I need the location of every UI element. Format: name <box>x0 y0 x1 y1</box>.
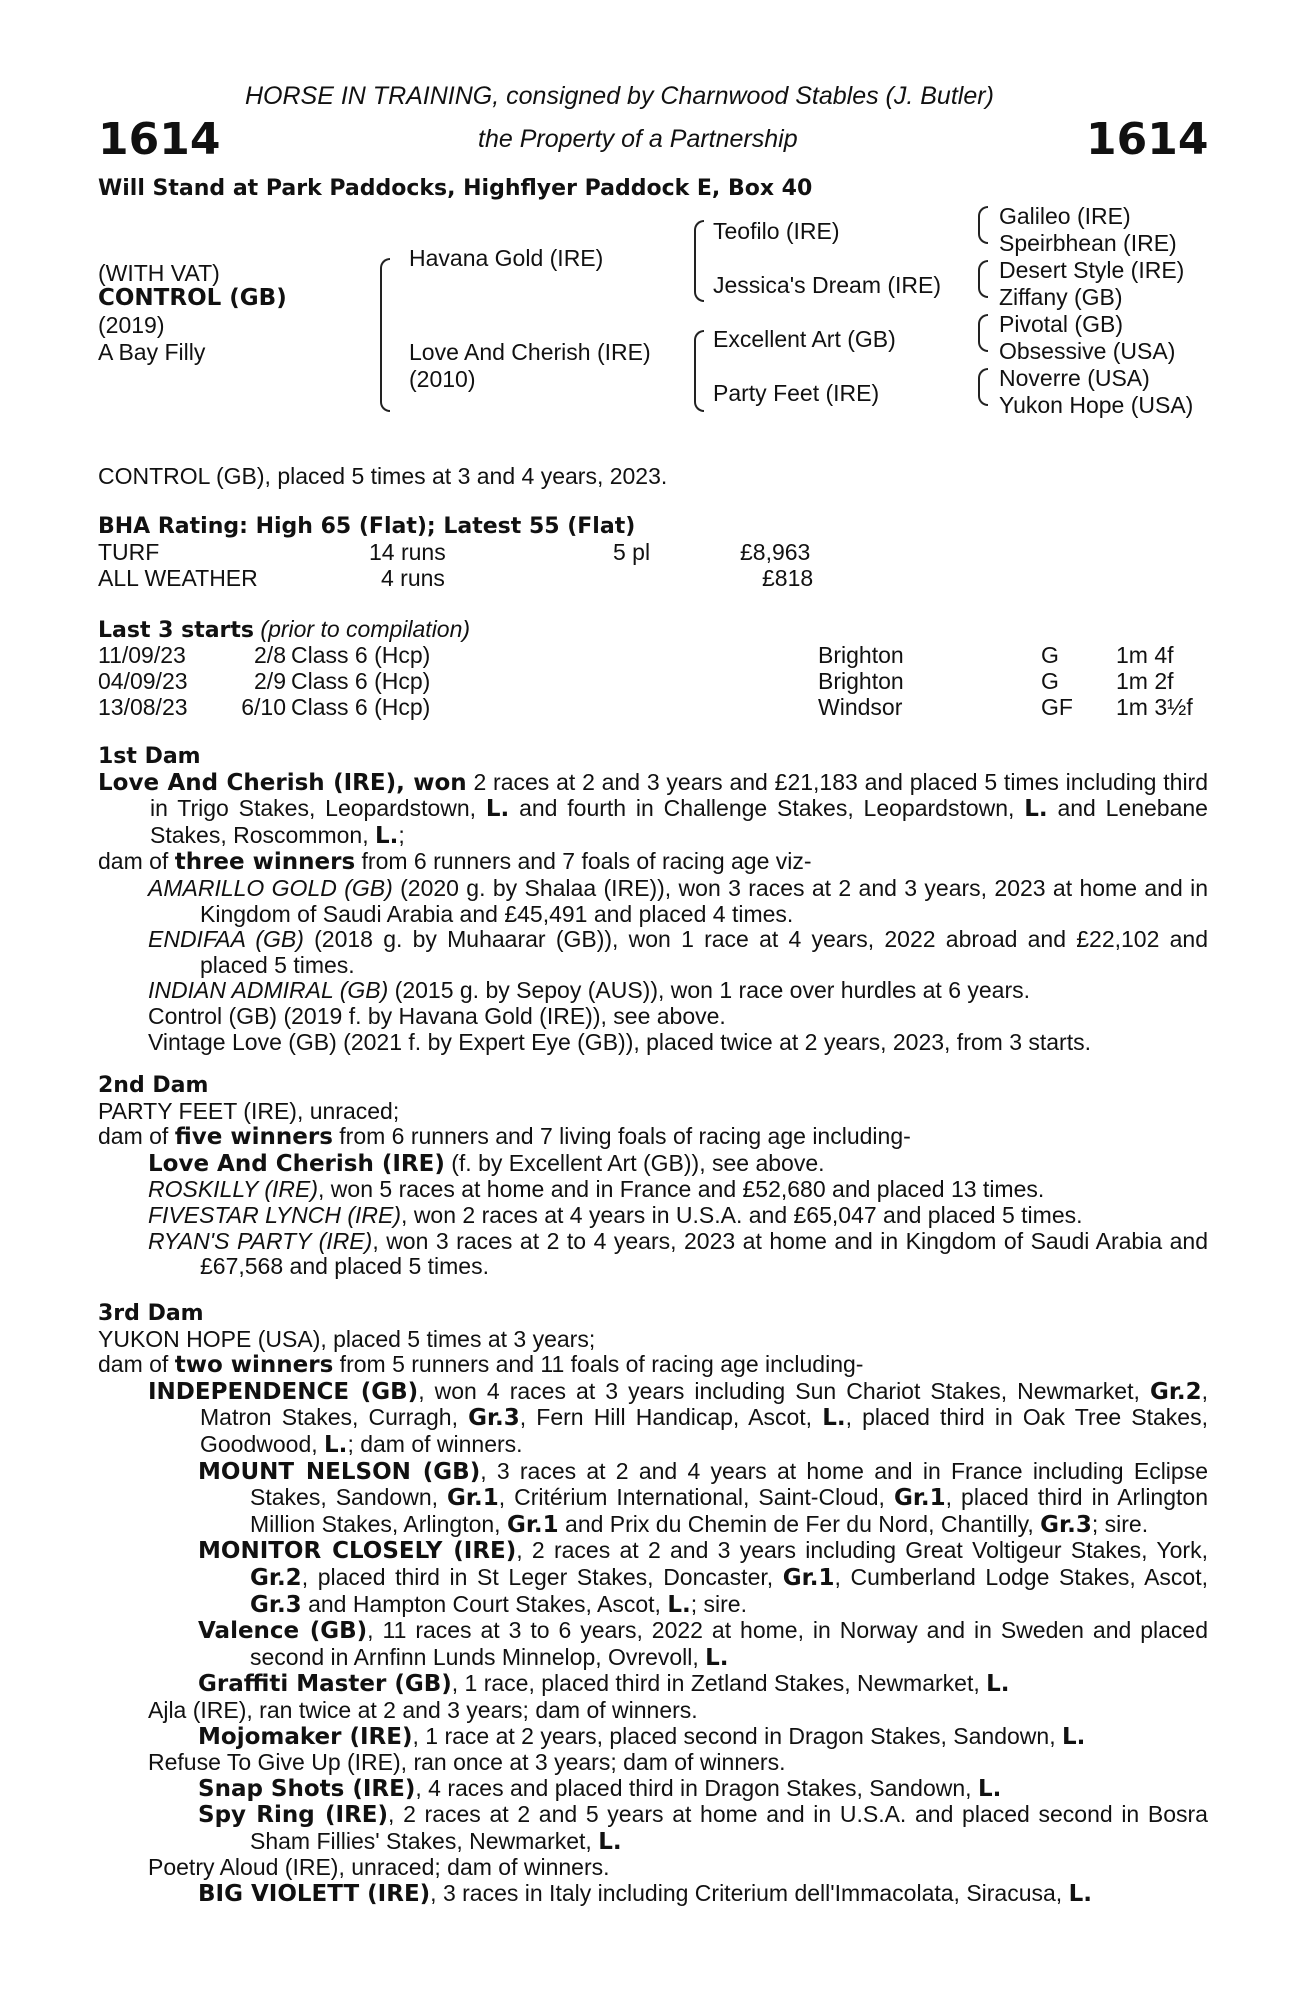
first-dam-produce-line <box>98 849 1208 876</box>
start-row <box>98 643 1208 669</box>
text: ; <box>398 821 405 848</box>
progeny-name: RYAN'S PARTY (IRE) <box>148 1227 373 1254</box>
start-date: 04/09/23 <box>98 668 188 694</box>
grand-progeny-entry <box>98 1671 1208 1698</box>
text: and Lenebane Stakes, Roscommon, <box>150 795 1208 848</box>
group-mark: Gr.3 <box>250 1591 302 1618</box>
lot-number-left: 1614 <box>98 114 221 165</box>
prize: £8,963 <box>740 539 811 565</box>
winners-count: three winners <box>174 849 356 876</box>
runs: 14 runs <box>369 539 446 565</box>
start-distance: 1m 2f <box>1116 668 1174 694</box>
progeny-name: Mojomaker (IRE) <box>198 1723 413 1750</box>
second-dam-record: PARTY FEET (IRE), unraced; <box>98 1097 400 1124</box>
grand-progeny-entry <box>98 1881 1208 1908</box>
progeny-name: ROSKILLY (IRE) <box>148 1176 319 1203</box>
group-mark: Gr.1 <box>782 1564 835 1591</box>
listed-mark: L. <box>986 1671 1010 1698</box>
horse-year: (2019) <box>98 312 165 338</box>
bha-rating: BHA Rating: High 65 (Flat); Latest 55 (Flat) <box>98 514 636 539</box>
first-dam-section <box>98 744 1208 1055</box>
progeny-name: Spy Ring (IRE) <box>198 1802 389 1829</box>
horse-name: CONTROL (GB) <box>98 285 287 311</box>
text: , 4 races and placed third in Dragon Stakes, Sandown, <box>415 1774 978 1801</box>
start-row <box>98 695 1208 721</box>
grand-progeny-entry <box>98 1538 1208 1618</box>
progeny-name: Snap Shots (IRE) <box>198 1775 416 1802</box>
group-mark: Gr.3 <box>468 1405 520 1432</box>
surface: ALL WEATHER <box>98 565 258 591</box>
text: , placed third in Oak Tree Stakes, Goodwood, <box>200 1404 1208 1457</box>
text: 2 races at 2 and 3 years and £21,183 and placed 5 times including third in Trigo Stakes, Leopardstown, <box>150 768 1209 822</box>
text: , Cumberland Lodge Stakes, Ascot, <box>834 1563 1209 1590</box>
first-dam-heading: 1st Dam <box>98 744 201 769</box>
text: from 6 runners and 7 living foals of racing age including- <box>332 1123 911 1150</box>
grand-progeny-entry <box>98 1776 1208 1803</box>
pedigree-dam-sire: Excellent Art (GB) <box>713 326 896 352</box>
progeny-name: Valence (GB) <box>198 1618 368 1645</box>
text: (f. by Excellent Art (GB)), see above. <box>444 1149 825 1176</box>
start-date: 13/08/23 <box>98 694 188 720</box>
runs: 4 runs <box>381 565 445 591</box>
winners-count: five winners <box>174 1124 333 1151</box>
listed-mark: L. <box>822 1405 846 1432</box>
progeny-entry: Ajla (IRE), ran twice at 2 and 3 years; dam of winners. <box>148 1696 698 1723</box>
start-pos: 2/8 <box>254 642 286 668</box>
vat-note: (WITH VAT) <box>98 260 220 286</box>
progeny-entry: Poetry Aloud (IRE), unraced; dam of winners. <box>148 1854 610 1881</box>
start-course: Brighton <box>818 668 904 694</box>
listed-mark: L. <box>1068 1881 1092 1908</box>
text: , won 4 races at 3 years including Sun Chariot Stakes, Newmarket, <box>418 1377 1150 1404</box>
last-starts-heading <box>98 617 470 644</box>
text: from 6 runners and 7 foals of racing age viz- <box>355 848 812 875</box>
progeny-name: Graffiti Master (GB) <box>198 1671 452 1698</box>
pedigree-bracket-3c <box>978 314 988 352</box>
winners-count: two winners <box>174 1352 334 1379</box>
pedigree-bracket-3b <box>978 260 988 298</box>
grand-progeny-entry <box>98 1618 1208 1671</box>
pedigree-bracket-2b <box>694 330 704 412</box>
pedigree-g4: Ziffany (GB) <box>999 284 1123 310</box>
start-class: Class 6 (Hcp) <box>291 668 431 694</box>
text: (2015 g. by Sepoy (AUS)), won 1 race over hurdles at 6 years. <box>388 977 1031 1004</box>
progeny-name: BIG VIOLETT (IRE) <box>198 1881 431 1908</box>
rating-row <box>98 540 1208 566</box>
progeny-entry <box>98 927 1208 978</box>
prize: £818 <box>762 565 814 591</box>
progeny-entry <box>98 1203 1208 1229</box>
text: , 2 races at 2 and 3 years including Great Voltigeur Stakes, York, <box>516 1537 1208 1564</box>
text: ; sire. <box>1091 1510 1149 1537</box>
first-dam-record <box>98 770 1208 850</box>
third-dam-produce-line <box>98 1352 1208 1379</box>
pedigree-sire-dam: Jessica's Dream (IRE) <box>713 272 942 298</box>
start-going: GF <box>1041 694 1073 720</box>
placed: 5 pl <box>613 539 651 565</box>
text: , 3 races in Italy including Criterium dell'Immacolata, Siracusa, <box>430 1880 1069 1907</box>
progeny-entry <box>98 978 1208 1004</box>
text: dam of <box>98 848 175 875</box>
race-summary: CONTROL (GB), placed 5 times at 3 and 4 years, 2023. <box>98 463 668 489</box>
progeny-name: MOUNT NELSON (GB) <box>198 1458 481 1485</box>
start-distance: 1m 3½f <box>1116 694 1193 720</box>
last-starts-note: (prior to compilation) <box>260 616 471 642</box>
text: , Fern Hill Handicap, Ascot, <box>519 1404 823 1431</box>
text: , won 3 races at 2 to 4 years, 2023 at home and in Kingdom of Saudi Arabia and £67,568 and placed 5 times. <box>200 1227 1209 1280</box>
text: , 1 race, placed third in Zetland Stakes, Newmarket, <box>451 1670 987 1697</box>
text: , 11 races at 3 to 6 years, 2022 at home, in Norway and in Sweden and placed second in Arnfinn Lunds Minnelop, Ovrevoll, <box>250 1617 1208 1670</box>
pedigree-g3: Desert Style (IRE) <box>999 257 1185 283</box>
pedigree-g7: Noverre (USA) <box>999 365 1150 391</box>
pedigree-g1: Galileo (IRE) <box>999 203 1131 229</box>
group-mark: Gr.3 <box>1040 1511 1092 1538</box>
listed-mark: L. <box>977 1775 1002 1802</box>
second-dam-produce-line <box>98 1124 1208 1151</box>
progeny-name: INDEPENDENCE (GB) <box>148 1378 419 1405</box>
start-pos: 6/10 <box>241 694 286 720</box>
text: , 1 race at 2 years, placed second in Dragon Stakes, Sandown, <box>412 1722 1062 1749</box>
second-dam-section <box>98 1073 1208 1280</box>
progeny-name: FIVESTAR LYNCH (IRE) <box>148 1201 402 1228</box>
text: dam of <box>98 1351 175 1378</box>
progeny-entry <box>98 1151 1208 1178</box>
stable-location: Will Stand at Park Paddocks, Highflyer Paddock E, Box 40 <box>98 176 813 201</box>
pedigree-g8: Yukon Hope (USA) <box>999 392 1194 418</box>
text: (2020 g. by Shalaa (IRE)), won 3 races at 2 and 3 years, 2023 at home and in Kingdom of Saudi Arabia and £45,491 and placed 4 times. <box>200 874 1208 927</box>
listed-mark: L. <box>598 1828 622 1855</box>
third-dam-heading: 3rd Dam <box>98 1301 204 1326</box>
listed-mark: L. <box>1024 796 1048 823</box>
start-course: Brighton <box>818 642 904 668</box>
pedigree-sire: Havana Gold (IRE) <box>409 245 604 271</box>
progeny-entry: Vintage Love (GB) (2021 f. by Expert Eye (GB)), placed twice at 2 years, 2023, from 3 starts. <box>148 1028 1091 1055</box>
listed-mark: L. <box>485 796 510 823</box>
listed-mark: L. <box>324 1431 348 1458</box>
horse-description: A Bay Filly <box>98 339 206 365</box>
start-course: Windsor <box>818 694 903 720</box>
progeny-entry <box>98 1177 1208 1203</box>
third-dam-record: YUKON HOPE (USA), placed 5 times at 3 years; <box>98 1325 596 1352</box>
text: , placed third in Arlington Million Stakes, Arlington, <box>250 1484 1208 1537</box>
progeny-name: MONITOR CLOSELY (IRE) <box>198 1538 517 1565</box>
text: , 3 races at 2 and 4 years at home and in France including Eclipse Stakes, Sandown, <box>250 1457 1208 1511</box>
group-mark: Gr.1 <box>447 1485 499 1512</box>
pedigree-dam: Love And Cherish (IRE) <box>409 339 651 365</box>
progeny-entry <box>98 876 1208 927</box>
listed-mark: L. <box>374 822 399 849</box>
text: ; dam of winners. <box>347 1430 523 1457</box>
pedigree-g6: Obsessive (USA) <box>999 338 1176 364</box>
text: ; sire. <box>690 1590 747 1617</box>
text: and Hampton Court Stakes, Ascot, <box>301 1590 668 1617</box>
progeny-entry <box>98 1229 1208 1280</box>
group-mark: Gr.2 <box>1149 1378 1202 1405</box>
group-mark: Gr.1 <box>506 1511 559 1538</box>
text: , placed third in St Leger Stakes, Doncaster, <box>301 1563 783 1590</box>
progeny-entry: Control (GB) (2019 f. by Havana Gold (IRE)), see above. <box>148 1002 726 1029</box>
progeny-name: Love And Cherish (IRE) <box>148 1150 445 1177</box>
pedigree-dam-year: (2010) <box>409 366 476 392</box>
pedigree-g2: Speirbhean (IRE) <box>999 230 1177 256</box>
text: , 2 races at 2 and 5 years at home and in U.S.A. and placed second in Bosra Sham Fillies' Stakes, Newmarket, <box>250 1801 1208 1854</box>
text: , won 2 races at 4 years in U.S.A. and £65,047 and placed 5 times. <box>401 1201 1083 1228</box>
group-mark: Gr.1 <box>893 1485 946 1512</box>
progeny-entry <box>98 1379 1208 1459</box>
start-distance: 1m 4f <box>1116 642 1174 668</box>
dam-name: Love And Cherish (IRE) <box>98 769 397 796</box>
progeny-name: AMARILLO GOLD (GB) <box>148 874 393 901</box>
start-going: G <box>1041 668 1059 694</box>
text: dam of <box>98 1123 175 1150</box>
pedigree-bracket-3d <box>978 368 988 406</box>
pedigree-dam-dam: Party Feet (IRE) <box>713 380 880 406</box>
text: from 5 runners and 11 foals of racing age including- <box>333 1351 864 1378</box>
listed-mark: L. <box>1062 1723 1086 1750</box>
start-going: G <box>1041 642 1059 668</box>
start-date: 11/09/23 <box>98 642 186 668</box>
text: , Critérium International, Saint-Cloud, <box>498 1484 894 1511</box>
lot-number-right: 1614 <box>1086 114 1209 165</box>
grand-progeny-entry <box>98 1724 1208 1751</box>
start-class: Class 6 (Hcp) <box>291 642 431 668</box>
progeny-name: ENDIFAA (GB) <box>148 926 304 953</box>
start-pos: 2/9 <box>254 668 286 694</box>
progeny-entry: Refuse To Give Up (IRE), ran once at 3 years; dam of winners. <box>148 1749 786 1776</box>
pedigree-g5: Pivotal (GB) <box>999 311 1123 337</box>
pedigree-bracket-2a <box>694 220 704 302</box>
listed-mark: L. <box>667 1591 691 1618</box>
start-class: Class 6 (Hcp) <box>291 694 431 720</box>
group-mark: Gr.2 <box>250 1564 302 1591</box>
grand-progeny-entry <box>98 1802 1208 1855</box>
second-dam-heading: 2nd Dam <box>98 1073 209 1098</box>
third-dam-section <box>98 1301 1208 1908</box>
dam-won: , won <box>396 769 467 796</box>
listed-mark: L. <box>705 1644 729 1671</box>
surface: TURF <box>98 539 160 565</box>
text: , Matron Stakes, Curragh, <box>200 1377 1209 1431</box>
rating-row <box>98 566 1208 592</box>
catalogue-subtitle: the Property of a Partnership <box>478 125 798 153</box>
grand-progeny-entry <box>98 1459 1208 1539</box>
text: and fourth in Challenge Stakes, Leopardstown, <box>509 795 1025 822</box>
text: (2018 g. by Muhaarar (GB)), won 1 race at 4 years, 2022 abroad and £22,102 and placed 5 times. <box>200 926 1208 978</box>
pedigree-sire-sire: Teofilo (IRE) <box>713 218 840 244</box>
progeny-name: INDIAN ADMIRAL (GB) <box>148 977 389 1004</box>
pedigree-bracket-1 <box>380 258 390 412</box>
text: , won 5 races at home and in France and £52,680 and placed 13 times. <box>318 1176 1045 1203</box>
text: and Prix du Chemin de Fer du Nord, Chantilly, <box>558 1510 1041 1537</box>
start-row <box>98 669 1208 695</box>
catalogue-title: HORSE IN TRAINING, consigned by Charnwood Stables (J. Butler) <box>245 82 994 110</box>
pedigree-bracket-3a <box>978 206 988 244</box>
last-starts-title: Last 3 starts <box>98 618 255 643</box>
